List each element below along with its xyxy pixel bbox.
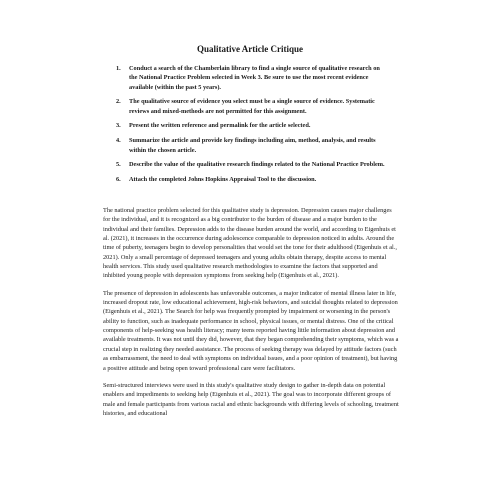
task-item	[116, 64, 386, 92]
body-paragraph: The presence of depression in adolescents has unfavorable outcomes, a major indicator of mental illness later in life, increased dropout rate, low educational achievement, high-risk behaviors, and suicidal thoughts related to depression (Eigenhuis et al., 2021). The Search for help was frequently prompted by impairment or worsening in the person's ability to function, such as inadequate performance in school, physical issues, or mental distress. One of the critical components of help-seeking was health literacy; many teens reported having little information about depression and available treatments. It was not until they did, however, that they began comprehending their symptoms, which was a crucial step in realizing they needed assistance. The process of seeking therapy was delayed by attitude factors (such as embarrassment, the need to deal with symptoms on individual issues, and a poor opinion of treatment), but having a positive attitude and being open toward professional care were facilitators.	[103, 289, 399, 372]
task-number: 5.	[116, 161, 121, 169]
document-title: Qualitative Article Critique	[197, 44, 303, 54]
assignment-task-list	[116, 64, 386, 190]
task-item	[116, 97, 386, 116]
task-number: 2.	[116, 98, 121, 106]
task-text: Summarize the article and provide key findings including aim, method, analysis, and results within the chosen article.	[129, 137, 376, 154]
task-text: Present the written reference and permalink for the article selected.	[129, 122, 311, 130]
task-number: 3.	[116, 122, 121, 130]
task-item	[116, 175, 386, 184]
article-body	[103, 206, 399, 426]
task-text: Describe the value of the qualitative research findings related to the National Practice Problem.	[129, 161, 385, 169]
task-number: 6.	[116, 176, 121, 184]
task-number: 1.	[116, 65, 121, 72]
task-text: The qualitative source of evidence you select must be a single source of evidence. Systematic reviews and mixed-methods are not permitted for this assignment.	[129, 98, 375, 115]
task-item	[116, 121, 386, 130]
task-item	[116, 136, 386, 155]
task-text: Conduct a search of the Chamberlain library to find a single source of qualitative research on the National Practice Problem selected in Week 3. Be sure to use the most recent evidence available (within the past 5 years).	[129, 65, 380, 91]
task-text: Attach the completed Johns Hopkins Appraisal Tool to the discussion.	[129, 176, 317, 184]
body-paragraph: The national practice problem selected for this qualitative study is depression. Depression causes major challenges for the individual, and it is recognized as a big contributor to the burden of disease and a major burden to the individual and their families. Depression adds to the disease burden around the world, and according to Eigenhuis et al. (2021), it increases in the occurrence during adolescence comparable to depression noticed in adults. Around the time of puberty, teenagers begin to develop personalities that would set the tone for their adulthood (Eigenhuis et al., 2021). Only a small percentage of depressed teenagers and young adults obtain therapy, despite access to mental health services. This study used qualitative research methodologies to examine the factors that supported and inhibited young people with depression symptoms from seeking help (Eigenhuis et al., 2021).	[103, 207, 397, 280]
task-item	[116, 160, 386, 169]
task-number: 4.	[116, 137, 121, 145]
body-paragraph: Semi-structured interviews were used in this study's qualitative study design to gather in-depth data on potential enablers and impediments to seeking help (Eigenhuis et al., 2021). The goal was to incorporate different groups of male and female participants from various racial and ethnic backgrounds with differing levels of schooling, treatment histories, and educational	[103, 381, 399, 417]
